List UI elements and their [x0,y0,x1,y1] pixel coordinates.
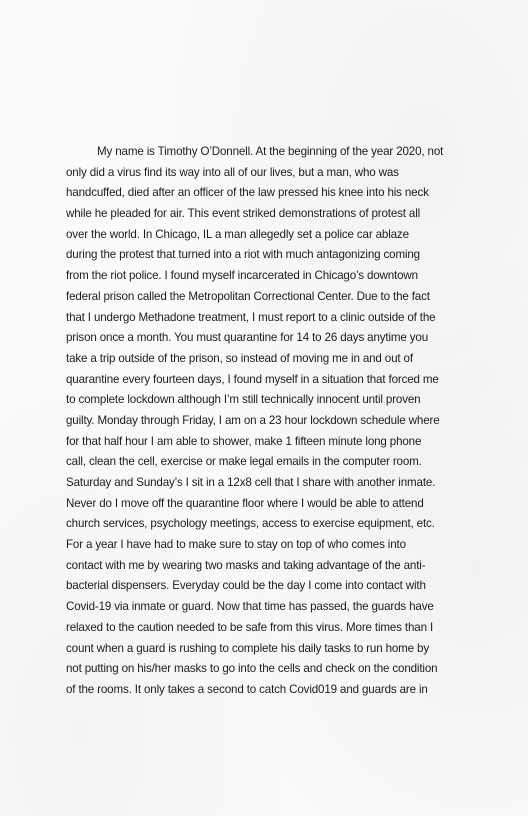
text-line: while he pleaded for air. This event striked demonstrations of protest all [66,207,421,221]
text-line: call, clean the cell, exercise or make legal emails in the computer room. [66,455,422,469]
text-line: over the world. In Chicago, IL a man allegedly set a police car ablaze [66,227,409,241]
text-line: to complete lockdown although I’m still technically innocent until proven [66,393,421,407]
text-line: bacterial dispensers. Everyday could be the day I come into contact with [66,579,426,593]
text-line: Saturday and Sunday’s I sit in a 12x8 cell that I share with another inmate. [66,476,436,489]
text-line: prison once a month. You must quarantine for 14 to 26 days anytime you [66,331,429,345]
text-line: during the protest that turned into a riot with much antagonizing coming [66,248,420,262]
text-line: contact with me by wearing two masks and taking advantage of the anti- [66,558,426,572]
text-line: relaxed to the caution needed to be safe from this virus. More times than I [66,620,434,634]
text-line: for that half hour I am able to shower, make 1 fifteen minute long phone [66,434,422,448]
text-line: from the riot police. I found myself incarcerated in Chicago’s downtown [66,269,418,283]
text-line: My name is Timothy O’Donnell. At the beginning of the year 2020, not [97,145,444,158]
text-line: of the rooms. It only takes a second to catch Covid019 and guards are in [66,682,428,696]
letter-body [66,142,466,701]
text-line: federal prison called the Metropolitan Correctional Center. Due to the fact [66,289,430,303]
text-line: take a trip outside of the prison, so instead of moving me in and out of [66,351,413,365]
text-line: not putting on his/her masks to go into the cells and check on the condition [66,662,438,676]
text-line: For a year I have had to make sure to stay on top of who comes into [66,538,406,552]
text-line: count when a guard is rushing to complete his daily tasks to run home by [66,641,429,655]
text-line: Covid-19 via inmate or guard. Now that time has passed, the guards have [66,600,434,614]
text-line: guilty. Monday through Friday, I am on a 23 hour lockdown schedule where [66,413,440,427]
text-line: only did a virus find its way into all of our lives, but a man, who was [66,165,399,179]
text-line: quarantine every fourteen days, I found myself in a situation that forced me [66,372,439,386]
text-line: Never do I move off the quarantine floor where I would be able to attend [66,496,424,510]
text-line: church services, psychology meetings, access to exercise equipment, etc. [66,517,435,531]
text-line: that I undergo Methadone treatment, I must report to a clinic outside of the [66,310,436,324]
text-line: handcuffed, died after an officer of the law pressed his knee into his neck [66,186,429,200]
